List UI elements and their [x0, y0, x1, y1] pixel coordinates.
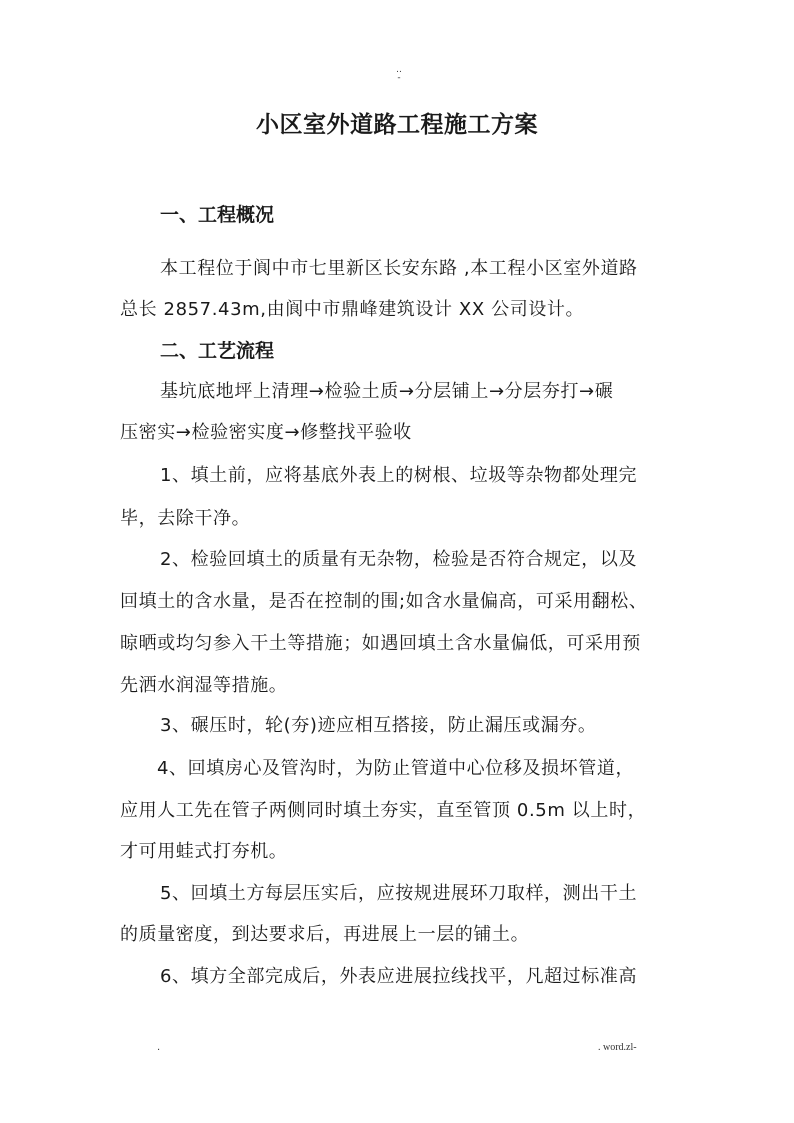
section-heading-process: 二、工艺流程	[160, 340, 275, 362]
footer-left-mark: .	[157, 1042, 161, 1053]
paragraph-line: 的质量密度，到达要求后，再进展上一层的铺土。	[120, 924, 530, 945]
header-mark	[392, 66, 406, 82]
paragraph-line: 回填土的含水量，是否在控制的围;如含水量偏高，可采用翻松、	[120, 591, 648, 612]
paragraph-line: 压密实→检验密实度→修整找平验收	[120, 422, 412, 443]
paragraph-line: 1、填土前，应将基底外表上的树根、垃圾等杂物都处理完	[160, 465, 638, 486]
header-mark-dash: -	[397, 73, 401, 83]
document-title: 小区室外道路工程施工方案	[256, 112, 538, 138]
paragraph-line: 6、填方全部完成后，外表应进展拉线找平，凡超过标准高	[160, 966, 638, 987]
paragraph-line: 4、回填房心及管沟时，为防止管道中心位移及损坏管道，	[157, 758, 635, 779]
paragraph-line: 5、回填土方每层压实后，应按规进展环刀取样，测出干土	[160, 883, 638, 904]
paragraph-line: 先洒水润湿等措施。	[120, 675, 288, 696]
paragraph-line: 总长 2857.43m,由阆中市鼎峰建筑设计 XX 公司设计。	[120, 299, 585, 320]
paragraph-line: 应用人工先在管子两侧同时填土夯实，直至管顶 0.5m 以上时，	[120, 800, 647, 821]
paragraph-line: 才可用蛙式打夯机。	[120, 841, 288, 862]
footer-source: . word.zl-	[598, 1042, 637, 1053]
header-mark-dots: ..	[396, 65, 402, 75]
paragraph-line: 毕，去除干净。	[120, 508, 251, 529]
paragraph-line: 本工程位于阆中市七里新区长安东路 ,本工程小区室外道路	[160, 258, 638, 279]
paragraph-line: 晾晒或均匀参入干土等措施；如遇回填土含水量偏低，可采用预	[120, 633, 641, 654]
paragraph-line: 2、检验回填土的质量有无杂物，检验是否符合规定，以及	[160, 549, 638, 570]
paragraph-line: 3、碾压时，轮(夯)迹应相互搭接，防止漏压或漏夯。	[160, 715, 597, 736]
section-heading-overview: 一、工程概况	[160, 204, 275, 226]
paragraph-line: 基坑底地坪上清理→检验土质→分层铺上→分层夯打→碾	[160, 381, 614, 402]
